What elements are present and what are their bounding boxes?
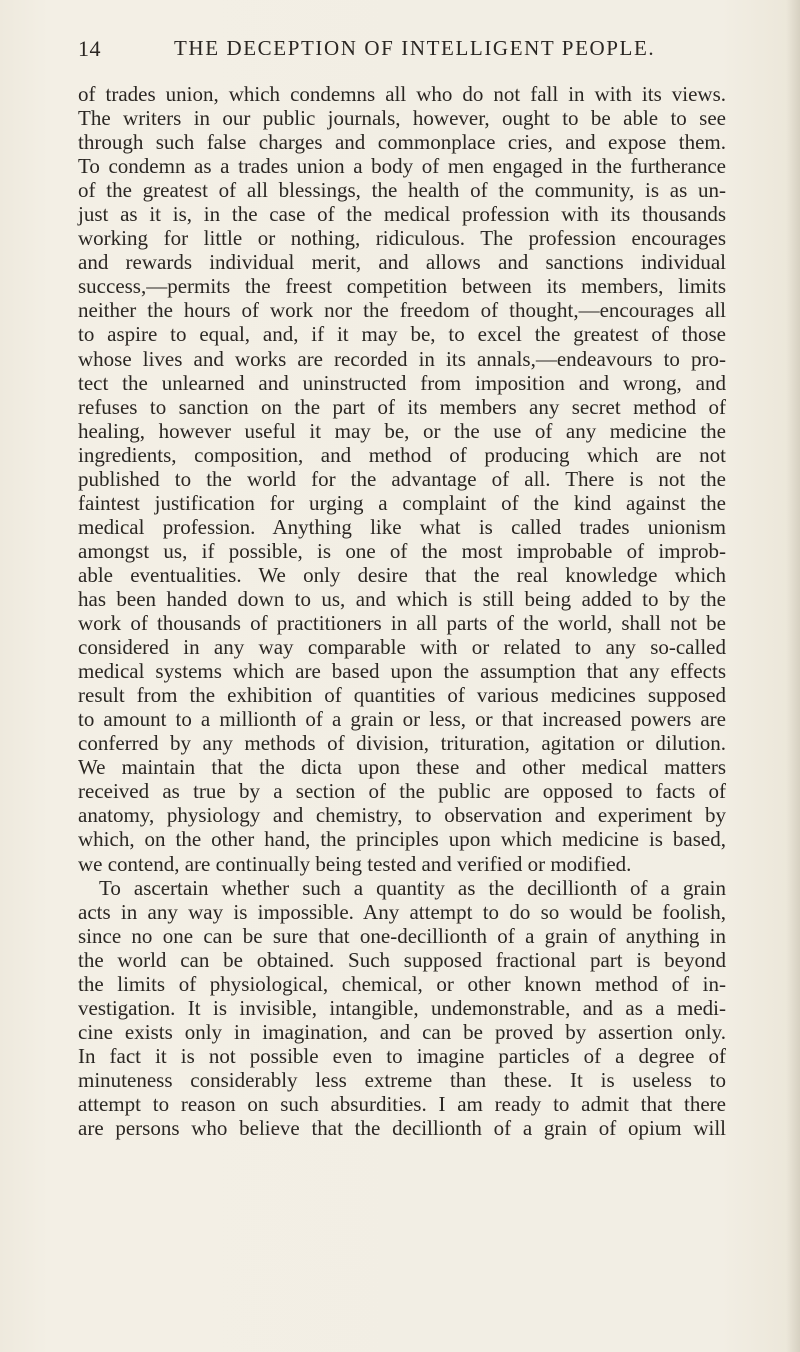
text-line: success,—permits the freest competition between its members, limits bbox=[78, 274, 726, 299]
text-line: The writers in our public journals, however, ought to be able to see bbox=[78, 106, 726, 131]
text-line: the world can be obtained. Such supposed fractional part is beyond bbox=[78, 947, 726, 972]
text-line: amongst us, if possible, is one of the most improbable of improb- bbox=[78, 538, 726, 563]
text-line: tect the unlearned and uninstructed from imposition and wrong, and bbox=[78, 370, 726, 395]
text-line: refuses to sanction on the part of its members any secret method of bbox=[78, 394, 726, 419]
text-line: medical systems which are based upon the assumption that any effects bbox=[78, 659, 726, 684]
text-line: anatomy, physiology and chemistry, to observation and experiment by bbox=[78, 803, 726, 828]
text-line: the limits of physiological, chemical, or other known method of in- bbox=[78, 971, 726, 996]
text-line: able eventualities. We only desire that the real knowledge which bbox=[78, 562, 726, 587]
text-line: through such false charges and commonplace cries, and expose them. bbox=[78, 130, 726, 155]
text-line: conferred by any methods of division, trituration, agitation or dilution. bbox=[78, 731, 726, 756]
text-line: medical profession. Anything like what is called trades unionism bbox=[78, 514, 726, 539]
text-line: and rewards individual merit, and allows and sanctions individual bbox=[78, 250, 726, 275]
page-edge-shadow bbox=[786, 0, 800, 1352]
text-line: To ascertain whether such a quantity as the decillionth of a grain bbox=[99, 875, 726, 900]
text-line: has been handed down to us, and which is still being added to by the bbox=[78, 586, 726, 611]
text-line: published to the world for the advantage of all. There is not the bbox=[78, 466, 726, 491]
text-line: To condemn as a trades union a body of men engaged in the furtherance bbox=[78, 154, 726, 179]
text-line: healing, however useful it may be, or the use of any medicine the bbox=[78, 418, 726, 443]
text-line: we contend, are continually being tested and verified or modified. bbox=[78, 851, 632, 876]
text-line: work of thousands of practitioners in all parts of the world, shall not be bbox=[78, 611, 726, 636]
text-line: of trades union, which condemns all who do not fall in with its views. bbox=[78, 82, 726, 106]
text-line: We maintain that the dicta upon these and other medical matters bbox=[78, 755, 726, 780]
text-line: ingredients, composition, and method of producing which are not bbox=[78, 442, 726, 467]
text-line: since no one can be sure that one-decillionth of a grain of anything in bbox=[78, 923, 726, 948]
text-line: which, on the other hand, the principles upon which medicine is based, bbox=[78, 827, 726, 852]
page-number: 14 bbox=[78, 36, 101, 61]
text-line: In fact it is not possible even to imagine particles of a degree of bbox=[78, 1043, 726, 1068]
page-header bbox=[78, 36, 728, 66]
text-line: faintest justification for urging a complaint of the kind against the bbox=[78, 490, 726, 515]
text-line: vestigation. It is invisible, intangible, undemonstrable, and as a medi- bbox=[78, 995, 726, 1020]
text-line: working for little or nothing, ridiculous. The profession encourages bbox=[78, 226, 726, 251]
text-line: minuteness considerably less extreme than these. It is useless to bbox=[78, 1067, 726, 1092]
text-line: cine exists only in imagination, and can be proved by assertion only. bbox=[78, 1019, 726, 1044]
text-line: of the greatest of all blessings, the health of the community, is as un- bbox=[78, 178, 726, 203]
text-line: to aspire to equal, and, if it may be, to excel the greatest of those bbox=[78, 322, 726, 347]
text-line: are persons who believe that the decillionth of a grain of opium will bbox=[78, 1116, 726, 1141]
text-line: attempt to reason on such absurdities. I am ready to admit that there bbox=[78, 1091, 726, 1116]
text-line: just as it is, in the case of the medical profession with its thousands bbox=[78, 202, 726, 227]
text-line: acts in any way is impossible. Any attempt to do so would be foolish, bbox=[78, 899, 726, 924]
text-line: received as true by a section of the public are opposed to facts of bbox=[78, 779, 726, 804]
running-title: THE DECEPTION OF INTELLIGENT PEOPLE. bbox=[174, 36, 656, 60]
text-line: result from the exhibition of quantities of various medicines supposed bbox=[78, 683, 726, 708]
text-line: neither the hours of work nor the freedom of thought,—encourages all bbox=[78, 298, 726, 323]
text-line: to amount to a millionth of a grain or less, or that increased powers are bbox=[78, 707, 726, 732]
text-line: whose lives and works are recorded in its annals,—endeavours to pro- bbox=[78, 346, 726, 371]
text-line: considered in any way comparable with or related to any so-called bbox=[78, 635, 726, 660]
body-text bbox=[78, 82, 726, 1140]
